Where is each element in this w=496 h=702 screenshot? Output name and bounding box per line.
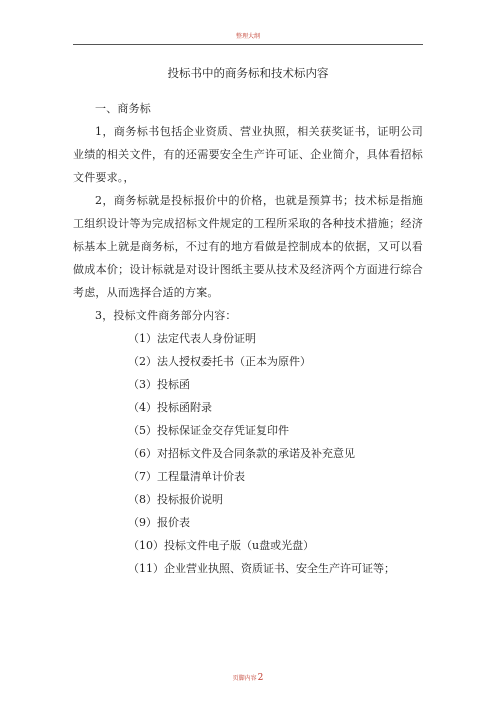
- list-item: （1）法定代表人身份证明: [128, 332, 256, 345]
- section-heading: 一、商务标: [95, 102, 151, 115]
- list-item: （10）投标文件电子版（u盘或光盘）: [128, 539, 315, 552]
- list-item: （8）投标报价说明: [128, 493, 223, 506]
- list-item: （6）对招标文件及合同条款的承诺及补充意见: [128, 447, 355, 460]
- paragraph-2: 2，商务标就是投标报价中的价格，也就是预算书；技术标是指施工组织设计等为完成招标文件规定的工程所采取的各种技术措施；经济标基本上就是商务标，不过有的地方看做是控制成本的依据，又可以看做成本价；设计标就是对设计图纸主要从技术及经济两个方面进行综合考虑，从而选择合适的方案。: [73, 194, 423, 299]
- list-item: （4）投标函附录: [128, 401, 212, 414]
- paragraph-3: 3，投标文件商务部分内容：: [95, 309, 237, 322]
- list-item: （5）投标保证金交存凭证复印件: [128, 424, 289, 437]
- page-header-label: 整理大纲: [235, 33, 260, 40]
- list-item: （3）投标函: [128, 378, 190, 391]
- list-item: （7）工程量清单计价表: [128, 470, 245, 483]
- header-divider: [73, 44, 423, 45]
- list-item: （11）企业营业执照、资质证书、安全生产许可证等；: [128, 562, 395, 575]
- document-body: [73, 97, 423, 580]
- footer-label: 页脚内容: [232, 675, 257, 682]
- list-item: （9）报价表: [128, 516, 190, 529]
- document-title: 投标书中的商务标和技术标内容: [167, 66, 329, 80]
- business-contents-list: [73, 327, 423, 580]
- page-footer: [0, 669, 496, 685]
- list-item: （2）法人授权委托书（正本为原件）: [128, 355, 311, 368]
- paragraph-1: 1，商务标书包括企业资质、营业执照，相关获奖证书，证明公司业绩的相关文件，有的还需要安全生产许可证、企业简介，具体看招标文件要求。，: [73, 125, 423, 184]
- page-number: 2: [257, 673, 264, 683]
